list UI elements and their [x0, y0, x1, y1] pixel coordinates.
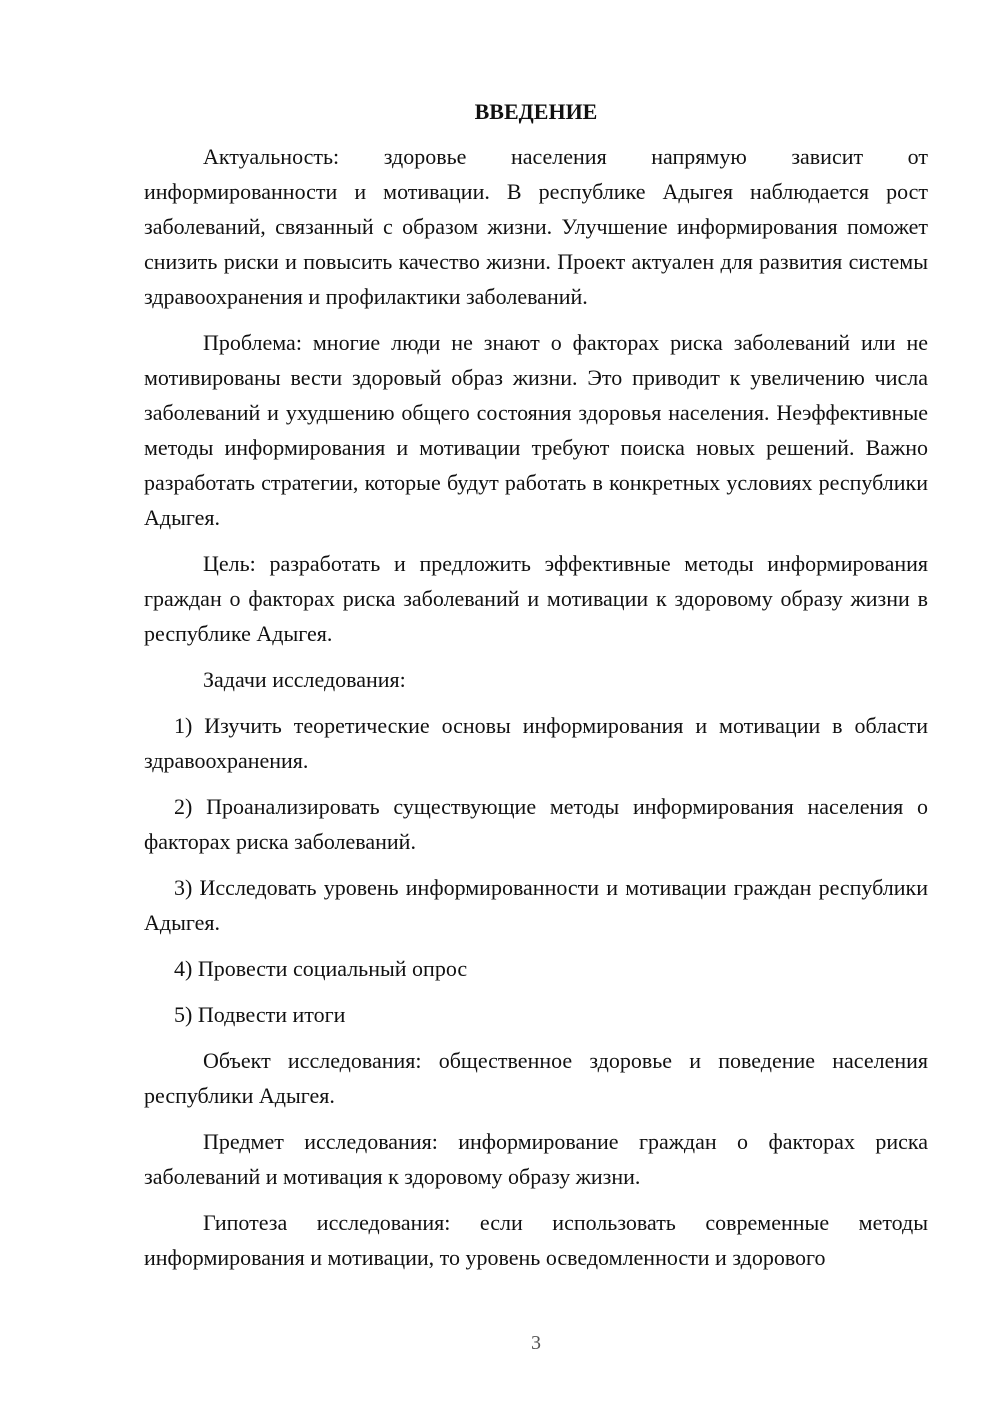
subject-paragraph: Предмет исследования: информирование граждан о факторах риска заболеваний и мотивация к здоровому образу жизни. — [144, 1129, 928, 1189]
section-heading: ВВЕДЕНИЕ — [474, 99, 598, 124]
relevance-paragraph: Актуальность: здоровье населения напрямую зависит от информированности и мотивации. В республике Адыгея наблюдается рост заболеваний, связанный с образом жизни. Улучшение информирования поможет снизить риски и повысить качество жизни. Проект актуален для развития системы здравоохранения и профилактики заболеваний. — [144, 144, 928, 309]
object-paragraph: Объект исследования: общественное здоровье и поведение населения республики Адыгея. — [144, 1048, 928, 1108]
tasks-title: Задачи исследования: — [203, 667, 406, 692]
problem-paragraph: Проблема: многие люди не знают о факторах риска заболеваний или не мотивированы вести здоровый образ жизни. Это приводит к увеличению числа заболеваний и ухудшению общего состояния здоровья населения. Неэффективные методы информирования и мотивации требуют поиска новых решений. Важно разработать стратегии, которые будут работать в конкретных условиях республики Адыгея. — [144, 330, 928, 530]
page-number: 3 — [531, 1332, 541, 1354]
hypothesis-paragraph: Гипотеза исследования: если использовать современные методы информирования и мотивации, то уровень осведомленности и здорового — [144, 1210, 928, 1270]
task-item-4: 4) Провести социальный опрос — [174, 956, 468, 981]
task-item-2: 2) Проанализировать существующие методы информирования населения о факторах риска заболеваний. — [144, 794, 928, 854]
page-body — [144, 96, 928, 1286]
task-item-3: 3) Исследовать уровень информированности и мотивации граждан республики Адыгея. — [144, 875, 928, 935]
task-item-1: 1) Изучить теоретические основы информирования и мотивации в области здравоохранения. — [144, 713, 928, 773]
goal-paragraph: Цель: разработать и предложить эффективные методы информирования граждан о факторах риска заболеваний и мотивации к здоровому образу жизни в республике Адыгея. — [144, 551, 928, 646]
task-item-5: 5) Подвести итоги — [174, 1002, 346, 1027]
